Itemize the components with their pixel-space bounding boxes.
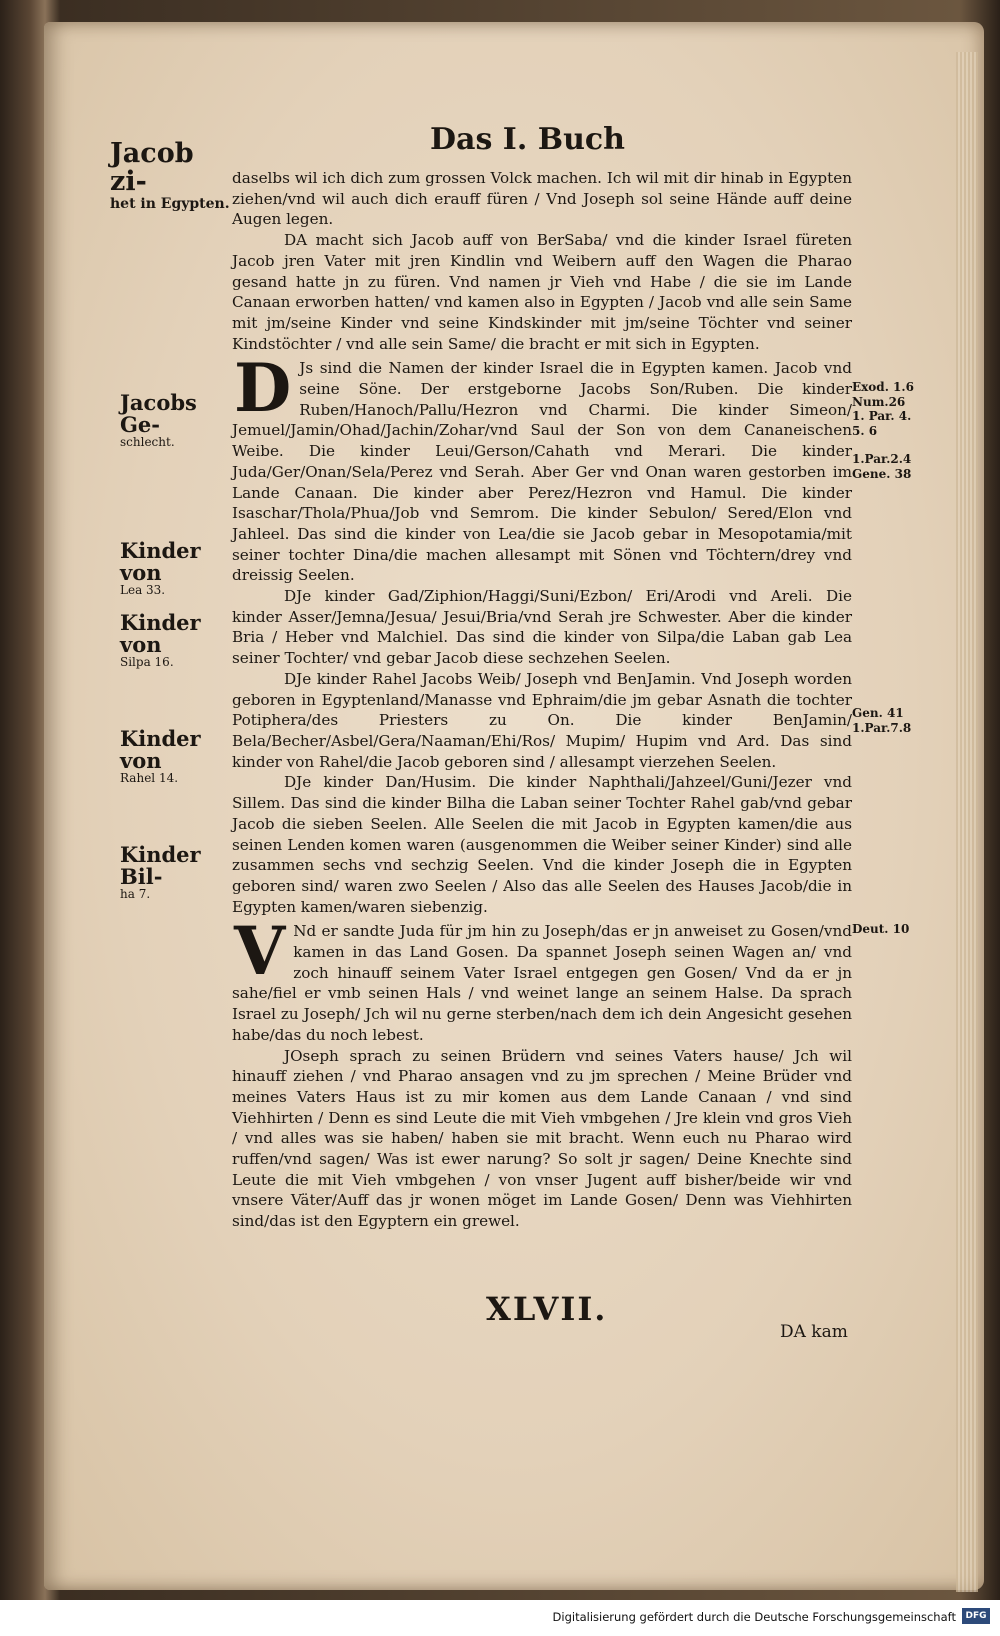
reference: 5. 6: [852, 423, 878, 438]
page-edges: [956, 52, 978, 1592]
main-text: [232, 168, 852, 1232]
signature-mark: XLVII.: [486, 1290, 608, 1328]
gloss-title: Kinder von: [120, 726, 201, 774]
scripture-references: [852, 380, 932, 481]
gloss-title: Kinder von: [120, 538, 201, 586]
reference: Deut. 10: [852, 922, 910, 936]
paragraph-3-text: Js sind die Namen der kinder Israel die in Egypten kamen. Jacob vnd seine Söne. Der erstgeborne Jacobs Son/Ruben. Die kinder Ruben/Hanoch/Pallu/Hezron vnd Charmi. Die kinder Simeon/ Jemuel/Jamin/Ohad/Jachin/Zohar/vnd Saul der Son von dem Cananeischen Weibe. Die kinder Leui/Gerson/Cahath vnd Merari. Die kinder Juda/Ger/Onan/Sela/Perez vnd Serah. Aber Ger vnd Onan waren gestorben im Lande Canaan. Die kinder aber Perez/Hezron vnd Hamul. Die kinder Isaschar/Thola/Phua/Job vnd Semrom. Die kinder Sebulon/ Sered/Elon vnd Jahleel. Das sind die kinder von Lea/die sie Jacob gebar in Mesopotamia/mit seiner tochter Dina/die machen allesampt mit Sönen vnd Töchtern/drey vnd dreissig Seelen.: [232, 359, 852, 585]
reference: 1.Par.7.8: [852, 720, 912, 735]
paragraph-4: DJe kinder Gad/Ziphion/Haggi/Suni/Ezbon/ Eri/Arodi vnd Areli. Die kinder Asser/Jemna/Jesua/ Jesui/Bria/vnd Serah jre Schwester. Aber die kinder Bria / Heber vnd Malchiel. Das sind die kinder von Silpa/die Laban gab Lea seiner Tochter/ vnd gebar Jacob diese sechzehen Seelen.: [232, 587, 852, 668]
margin-gloss: [120, 612, 230, 669]
margin-gloss: [120, 844, 230, 901]
margin-gloss: [120, 728, 230, 785]
page-title: Das I. Buch: [430, 122, 625, 157]
gloss-sub: Rahel 14.: [120, 771, 179, 786]
dfg-logo: DFG: [962, 1608, 990, 1624]
scripture-references: [852, 706, 932, 735]
footer-credit: Digitalisierung gefördert durch die Deutsche Forschungsgemeinschaft: [552, 1610, 956, 1624]
reference: Gen. 41: [852, 706, 904, 720]
paragraph-6: DJe kinder Dan/Husim. Die kinder Naphthali/Jahzeel/Guni/Jezer vnd Sillem. Das sind die kinder Bilha die Laban seiner Tochter Rahel gab/vnd gebar Jacob die sieben Seelen. Alle Seelen die mit Jacob in Egypten kamen/die aus seinen Lenden komen waren (ausgenommen die Weiber seiner Kinder) sind alle zusammen sechs vnd sechzig Seelen. Vnd die kinder Joseph die in Egypten geboren sind/ waren zwo Seelen / Also das alle Seelen des Hauses Jacob/die in Egypten kamen/waren siebenzig.: [232, 773, 852, 916]
paragraph-3: [232, 349, 852, 586]
gloss-sub: Lea 33.: [120, 583, 166, 598]
reference: Num.26: [852, 394, 906, 409]
dropcap: V: [234, 912, 286, 991]
footer-bar: [0, 1600, 1000, 1636]
gloss-sub: schlecht.: [120, 435, 175, 450]
margin-gloss: [120, 540, 230, 597]
reference: Gene. 38: [852, 466, 912, 481]
running-note-sub: het in Egypten.: [110, 195, 230, 212]
catchword: DA kam: [780, 1322, 848, 1342]
dropcap: D: [234, 349, 292, 428]
scripture-references: [852, 922, 932, 937]
paragraph-2: DA macht sich Jacob auff von BerSaba/ vnd die kinder Israel füreten Jacob jren Vater mit jren Kindlin vnd Weibern auff den Wagen die Pharao gesand hatte jn zu füren. Vnd namen jr Vieh vnd Habe / die sie im Lande Canaan erworben hatten/ vnd kamen also in Egypten / Jacob vnd alle sein Same mit jm/seine Kinder vnd seine Kindskinder mit jm/seine Töchter vnd seiner Kindstöchter / vnd alle sein Same/ die bracht er mit sich in Egypten.: [232, 231, 852, 353]
paragraph-5: DJe kinder Rahel Jacobs Weib/ Joseph vnd BenJamin. Vnd Joseph worden geboren in Egyptenland/Manasse vnd Ephraim/die jm gebar Asnath die tochter Potiphera/des Priesters zu On. Die kinder BenJamin/ Bela/Becher/Asbel/Gera/Naaman/Ehi/Ros/ Mupim/ Hupim vnd Ard. Das sind kinder von Rahel/die Jacob geboren sind / allesampt vierzehen Seelen.: [232, 669, 852, 771]
paragraph-8: JOseph sprach zu seinen Brüdern vnd seines Vaters hause/ Jch wil hinauff ziehen / vnd Pharao ansagen vnd zu jm sprechen / Meine Brüder vnd meines Vaters Haus ist zu mir komen aus dem Lande Canaan / vnd sind Viehhirten / Denn es sind Leute die mit Vieh vmbgehen / Jre klein vnd gros Vieh / vnd alles was sie haben/ haben sie mit bracht. Wenn euch nu Pharao wird ruffen/vnd sagen/ Was ist ewer narung? So solt jr sagen/ Deine Knechte sind Leute die mit Vieh vmbgehen / von vnser Jugent auff bisher/beide wir vnd vnsere Väter/Auff das jr wonen möget im Lande Gosen/ Denn was Viehhirten sind/das ist den Egyptern ein grewel.: [232, 1046, 852, 1231]
reference: 1.Par.2.4: [852, 452, 912, 466]
reference: Exod. 1.6: [852, 380, 914, 394]
running-margin-note: [110, 140, 230, 211]
margin-gloss: [120, 392, 230, 449]
gloss-sub: ha 7.: [120, 887, 151, 902]
gloss-title: Jacobs Ge-: [120, 390, 197, 438]
reference: 1. Par. 4.: [852, 409, 912, 423]
paragraph-1: daselbs wil ich dich zum grossen Volck machen. Ich wil mit dir hinab in Egypten ziehen/vnd wil auch dich erauff füren / Vnd Joseph sol seine Hände auff deine Augen legen.: [232, 169, 852, 229]
gloss-title: Kinder Bil-: [120, 842, 201, 890]
running-note-title: Jacob zi-: [110, 138, 194, 198]
paragraph-7: [232, 912, 852, 1045]
gloss-sub: Silpa 16.: [120, 655, 174, 670]
paragraph-7-text: Nd er sandte Juda für jm hin zu Joseph/das er jn anweiset zu Gosen/vnd kamen in das Land Gosen. Da spannet Joseph seinen Wagen an/ vnd zoch hinauff seinem Vater Israel entgegen gen Gosen/ Vnd da er jn sahe/fiel er vmb seinen Hals / vnd weinet lange an seinem Halse. Da sprach Israel zu Joseph/ Jch wil nu gerne sterben/nach dem ich dein Angesicht gesehen habe/das du noch lebest.: [232, 922, 852, 1044]
gloss-title: Kinder von: [120, 610, 201, 658]
